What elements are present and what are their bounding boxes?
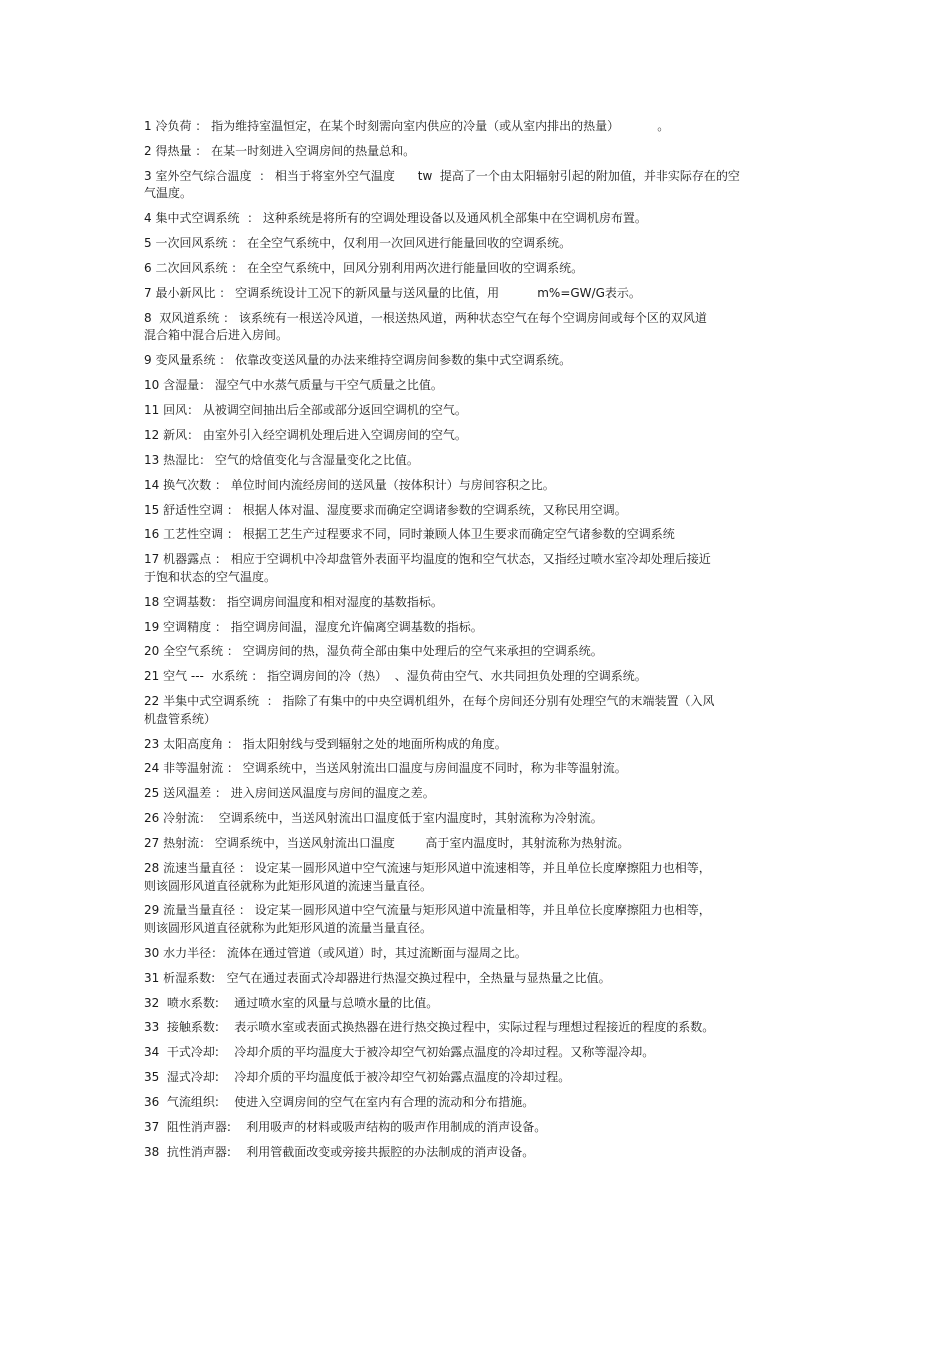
entry-text-line: 27 热射流： 空调系统中，当送风射流出口温度 高于室内温度时，其射流称为热射流。: [144, 836, 630, 851]
entry-text-line: 则该圆形风道直径就称为此矩形风道的流量当量直径。: [144, 920, 433, 935]
entry-text-line: 混合箱中混合后进入房间。: [144, 328, 289, 343]
entry-text-line: 29 流量当量直径 ： 设定某一圆形风道中空气流量与矩形风道中流量相等，并且单位长度摩擦阻力也相等，: [144, 903, 711, 918]
entry-text-line: 8 双风道系统 ： 该系统有一根送冷风道，一根送热风道，两种状态空气在每个空调房间或每个区的双风道: [144, 310, 707, 325]
entry-text-line: 9 变风量系统 ： 依靠改变送风量的办法来维持空调房间参数的集中式空调系统。: [144, 353, 572, 368]
glossary-entry: [144, 1094, 784, 1111]
entry-text-line: 36 气流组织: 使进入空调房间的空气在室内有合理的流动和分布措施。: [144, 1095, 535, 1110]
entry-text-line: 气温度。: [144, 186, 193, 201]
glossary-entry: [144, 168, 784, 203]
glossary-entry: [144, 452, 784, 469]
entry-text-line: 32 喷水系数: 通过喷水室的风量与总喷水量的比值。: [144, 995, 439, 1010]
glossary-entry: [144, 970, 784, 987]
entry-text-line: 12 新风： 由室外引入经空调机处理后进入空调房间的空气。: [144, 427, 467, 442]
glossary-entry: [144, 235, 784, 252]
glossary-entry: [144, 619, 784, 636]
entry-text-line: 2 得热量 ： 在某一时刻进入空调房间的热量总和。: [144, 143, 416, 158]
glossary-entry: [144, 945, 784, 962]
entry-text-line: 18 空调基数： 指空调房间温度和相对湿度的基数指标。: [144, 594, 443, 609]
glossary-entry: [144, 810, 784, 827]
glossary-entry: [144, 502, 784, 519]
glossary-entry: [144, 785, 784, 802]
glossary-entry: [144, 1044, 784, 1061]
glossary-entry: [144, 1069, 784, 1086]
entry-text-line: 31 析湿系数: 空气在通过表面式冷却器进行热湿交换过程中，全热量与显热量之比值。: [144, 970, 611, 985]
glossary-entry: [144, 693, 784, 728]
entry-text-line: 33 接触系数: 表示喷水室或表面式换热器在进行热交换过程中，实际过程与理想过程接近的程度的系数。: [144, 1020, 715, 1035]
glossary-entry: [144, 995, 784, 1012]
glossary-entry: [144, 427, 784, 444]
entry-text-line: 38 抗性消声器: 利用管截面改变或旁接共振腔的办法制成的消声设备。: [144, 1144, 535, 1159]
entry-text-line: 23 太阳高度角 ： 指太阳射线与受到辐射之处的地面所构成的角度。: [144, 736, 507, 751]
entry-text-line: 15 舒适性空调 ： 根据人体对温、湿度要求而确定空调诸参数的空调系统，又称民用空调。: [144, 502, 627, 517]
entry-text-line: 28 流速当量直径 ： 设定某一圆形风道中空气流速与矩形风道中流速相等，并且单位长度摩擦阻力也相等，: [144, 861, 711, 876]
glossary-entry: [144, 736, 784, 753]
glossary-entry: [144, 1144, 784, 1161]
glossary-entry: [144, 902, 784, 937]
entry-text-line: 11 回风： 从被调空间抽出后全部或部分返回空调机的空气。: [144, 402, 467, 417]
entry-text-line: 7 最小新风比 ： 空调系统设计工况下的新风量与送风量的比值，用 m%=GW/G表示。: [144, 285, 641, 300]
entry-text-line: 34 干式冷却: 冷却介质的平均温度大于被冷却空气初始露点温度的冷却过程。又称等湿冷却。: [144, 1045, 655, 1060]
entry-text-line: 17 机器露点 ： 相应于空调机中冷却盘管外表面平均温度的饱和空气状态，又指经过喷水室冷却处理后接近: [144, 552, 711, 567]
glossary-entry: [144, 1119, 784, 1136]
entry-text-line: 1 冷负荷 ： 指为维持室温恒定，在某个时刻需向室内供应的冷量（或从室内排出的热量） 。: [144, 119, 670, 133]
entry-text-line: 6 二次回风系统 ： 在全空气系统中，回风分别利用两次进行能量回收的空调系统。: [144, 260, 584, 275]
entry-text-line: 10 含湿量： 湿空气中水蒸气质量与干空气质量之比值。: [144, 377, 443, 392]
glossary-entry: [144, 210, 784, 227]
entry-text-line: 5 一次回风系统 ： 在全空气系统中，仅利用一次回风进行能量回收的空调系统。: [144, 236, 572, 251]
entry-text-line: 13 热湿比： 空气的焓值变化与含湿量变化之比值。: [144, 452, 419, 467]
glossary-entry: [144, 118, 784, 135]
entry-text-line: 14 换气次数 ： 单位时间内流经房间的送风量（按体积计）与房间容积之比。: [144, 477, 555, 492]
glossary-list: [144, 118, 784, 1169]
entry-text-line: 3 室外空气综合温度 ： 相当于将室外空气温度 tw 提高了一个由太阳辐射引起的附加值，并非实际存在的空: [144, 168, 740, 183]
glossary-entry: [144, 668, 784, 685]
entry-text-line: 25 送风温差 ： 进入房间送风温度与房间的温度之差。: [144, 786, 435, 801]
glossary-entry: [144, 477, 784, 494]
entry-text-line: 19 空调精度 ： 指空调房间温，湿度允许偏离空调基数的指标。: [144, 619, 483, 634]
glossary-entry: [144, 594, 784, 611]
entry-text-line: 26 冷射流： 空调系统中，当送风射流出口温度低于室内温度时，其射流称为冷射流。: [144, 811, 603, 826]
entry-text-line: 30 水力半径： 流体在通过管道（或风道）时，其过流断面与湿周之比。: [144, 945, 527, 960]
glossary-entry: [144, 143, 784, 160]
glossary-entry: [144, 643, 784, 660]
glossary-entry: [144, 285, 784, 302]
glossary-entry: [144, 310, 784, 345]
entry-text-line: 则该圆形风道直径就称为此矩形风道的流速当量直径。: [144, 878, 433, 893]
glossary-entry: [144, 526, 784, 543]
entry-text-line: 20 全空气系统 ： 空调房间的热，湿负荷全部由集中处理后的空气来承担的空调系统。: [144, 644, 603, 659]
glossary-entry: [144, 377, 784, 394]
entry-text-line: 于饱和状态的空气温度。: [144, 569, 277, 584]
glossary-entry: [144, 1019, 784, 1036]
glossary-entry: [144, 860, 784, 895]
entry-text-line: 22 半集中式空调系统 ： 指除了有集中的中央空调机组外，在每个房间还分别有处理空气的末端装置（入风: [144, 694, 715, 709]
glossary-entry: [144, 402, 784, 419]
entry-text-line: 4 集中式空调系统 ： 这种系统是将所有的空调处理设备以及通风机全部集中在空调机房布置。: [144, 211, 647, 226]
glossary-entry: [144, 260, 784, 277]
entry-text-line: 机盘管系统）: [144, 711, 217, 726]
entry-text-line: 24 非等温射流 ： 空调系统中，当送风射流出口温度与房间温度不同时，称为非等温射流。: [144, 761, 627, 776]
entry-text-line: 35 湿式冷却: 冷却介质的平均温度低于被冷却空气初始露点温度的冷却过程。: [144, 1070, 571, 1085]
entry-text-line: 21 空气 --- 水系统 ： 指空调房间的冷（热） 、湿负荷由空气、水共同担负处理的空调系统。: [144, 669, 647, 684]
entry-text-line: 37 阻性消声器: 利用吸声的材料或吸声结构的吸声作用制成的消声设备。: [144, 1120, 547, 1135]
glossary-entry: [144, 551, 784, 586]
glossary-entry: [144, 760, 784, 777]
glossary-entry: [144, 835, 784, 852]
entry-text-line: 16 工艺性空调 ： 根据工艺生产过程要求不同，同时兼顾人体卫生要求而确定空气诸参数的空调系统: [144, 527, 675, 542]
glossary-entry: [144, 352, 784, 369]
